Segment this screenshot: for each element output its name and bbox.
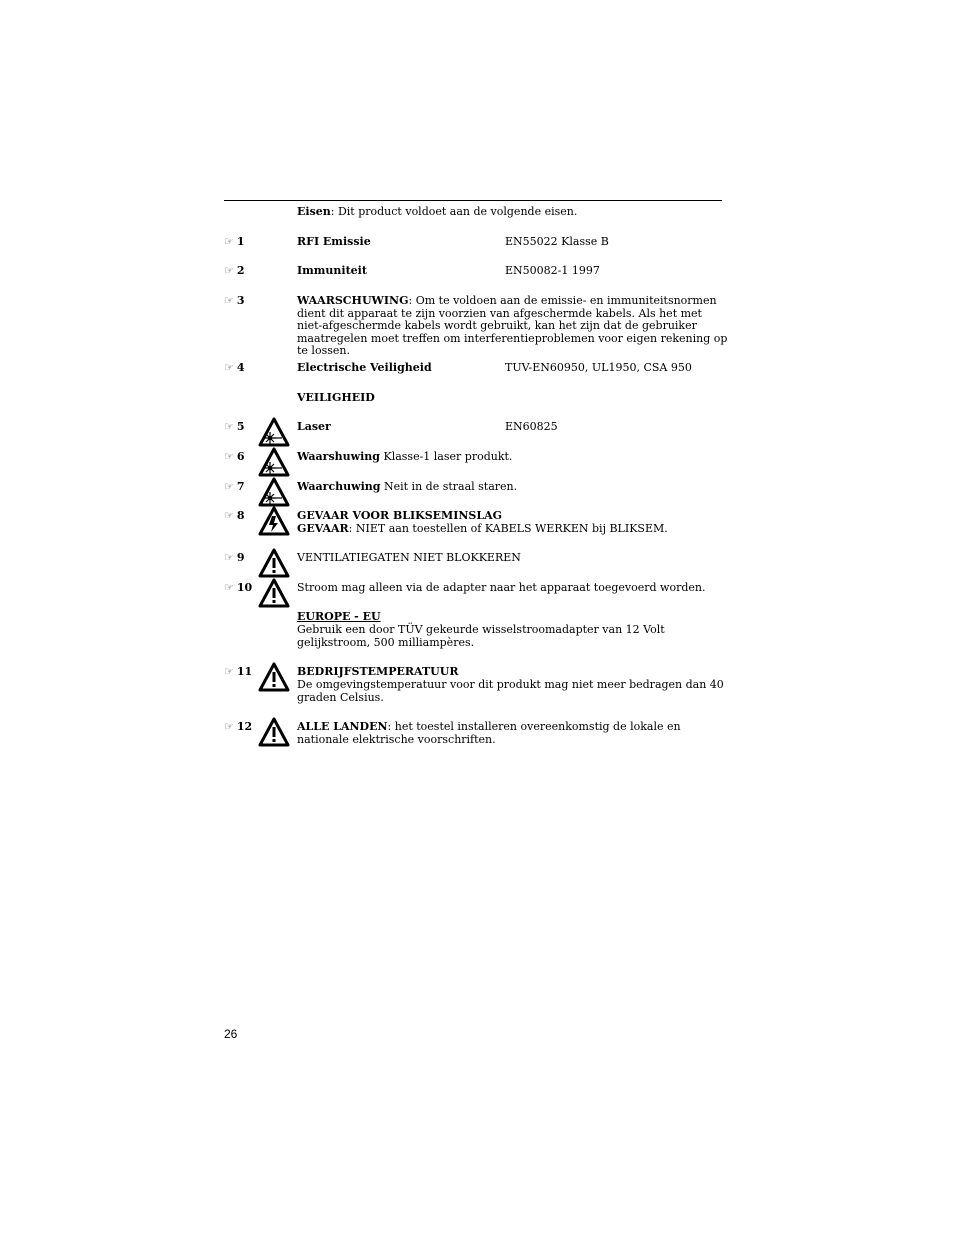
item-number-2 [224,265,245,277]
exclamation-warning-icon [258,662,290,692]
item-value-5: EN60825 [505,420,558,433]
item-number-7 [224,481,245,493]
item-text-10: Stroom mag alleen via de adapter naar het apparaat toegevoerd worden. [297,581,706,594]
europe-heading-text: EUROPE - EU [297,610,381,623]
item-number-text: 7 [236,480,245,493]
item-number-text: 4 [236,361,245,374]
item-label-1 [297,236,371,249]
safety-heading-text: VEILIGHEID [297,391,375,404]
item-number-8 [224,510,245,522]
item-value-1: EN55022 Klasse B [505,235,609,248]
laser-warning-icon [258,477,290,507]
item-label-text: Laser [297,420,331,433]
item-number-text: 12 [236,720,253,733]
item-number-text: 5 [236,420,245,433]
item-text-9: VENTILATIEGATEN NIET BLOKKEREN [297,551,521,564]
item-number-text: 8 [236,509,245,522]
hand-pointer-icon: ☞ [224,720,234,733]
item-text-7 [297,481,517,494]
safety-heading [297,392,375,405]
hand-pointer-icon: ☞ [224,509,234,522]
item-label-text: RFI Emissie [297,235,371,248]
hand-pointer-icon: ☞ [224,450,234,463]
item-number-12 [224,721,252,733]
page-number: 26 [224,1027,238,1041]
exclamation-warning-icon [258,548,290,578]
item-text-11: De omgevingstemperatuur voor dit produkt mag niet meer bedragen dan 40 graden Celsius. [297,678,724,704]
top-rule [224,200,722,201]
item-label-text: Waarchuwing [297,480,381,493]
item-number-text: 1 [236,235,245,248]
requirements-intro [297,206,577,219]
laser-warning-icon [258,417,290,447]
hand-pointer-icon: ☞ [224,361,234,374]
requirements-label: Eisen [297,205,331,218]
item-label-secondary: GEVAAR [297,521,349,535]
europe-heading [297,611,381,624]
exclamation-warning-icon [258,578,290,608]
hand-pointer-icon: ☞ [224,264,234,277]
item-value-4: TUV-EN60950, UL1950, CSA 950 [505,361,692,374]
item-label-text: Waarshuwing [297,450,380,463]
item-number-text: 6 [236,450,245,463]
requirements-text: : Dit product voldoet aan de volgende eisen. [330,205,578,218]
item-number-text: 2 [236,264,245,277]
item-number-10 [224,582,252,594]
europe-text: Gebruik een door TÜV gekeurde wisselstroomadapter van 12 Volt gelijkstroom, 500 milliampères. [297,623,665,649]
item-body-text: Klasse-1 laser produkt. [379,450,513,463]
item-body-text: : NIET aan toestellen of KABELS WERKEN bij BLIKSEM. [348,521,668,535]
item-label-11 [297,666,458,679]
item-label-text: Electrische Veiligheid [297,361,432,374]
item-text-8 [297,510,668,535]
item-number-1 [224,236,245,248]
exclamation-warning-icon [258,717,290,747]
hand-pointer-icon: ☞ [224,581,234,594]
hand-pointer-icon: ☞ [224,294,234,307]
item-number-text: 11 [236,665,253,678]
item-label-text: Immuniteit [297,264,367,277]
item-body-text: : het toestel installeren overeenkomstig de lokale en nationale elektrische voorschriften. [297,720,681,746]
item-label-4 [297,362,432,375]
item-body-text: Neit in de straal staren. [380,480,518,493]
item-number-6 [224,451,245,463]
item-text-6 [297,451,512,464]
item-label-text: ALLE LANDEN [297,720,388,733]
item-text-12 [297,721,729,746]
hand-pointer-icon: ☞ [224,551,234,564]
item-label-text: WAARSCHUWING [297,294,409,307]
item-label-2 [297,265,367,278]
hand-pointer-icon: ☞ [224,665,234,678]
item-number-11 [224,666,252,678]
item-number-4 [224,362,245,374]
hand-pointer-icon: ☞ [224,420,234,433]
item-number-3 [224,295,245,307]
hand-pointer-icon: ☞ [224,235,234,248]
item-label-5 [297,421,331,434]
item-value-2: EN50082-1 1997 [505,264,600,277]
hand-pointer-icon: ☞ [224,480,234,493]
item-body-text: : Om te voldoen aan de emissie- en immuniteitsnormen dient dit apparaat te zijn voorzien van afgeschermde kabels. Als het met niet-afgeschermde kabels wordt gebruikt, kan het zijn dat de gebruiker maatregelen moet treffen om interferentieproblemen voor eigen rekening op te lossen. [297,294,728,358]
laser-warning-icon [258,447,290,477]
lightning-warning-icon [258,506,290,536]
item-number-text: 9 [236,551,245,564]
item-label-text: BEDRIJFSTEMPERATUUR [297,665,459,678]
item-label-text: GEVAAR VOOR BLIKSEMINSLAG [297,509,503,522]
item-number-text: 3 [236,294,245,307]
item-number-9 [224,552,245,564]
item-number-5 [224,421,245,433]
item-text-3 [297,295,729,358]
item-number-text: 10 [236,581,253,594]
